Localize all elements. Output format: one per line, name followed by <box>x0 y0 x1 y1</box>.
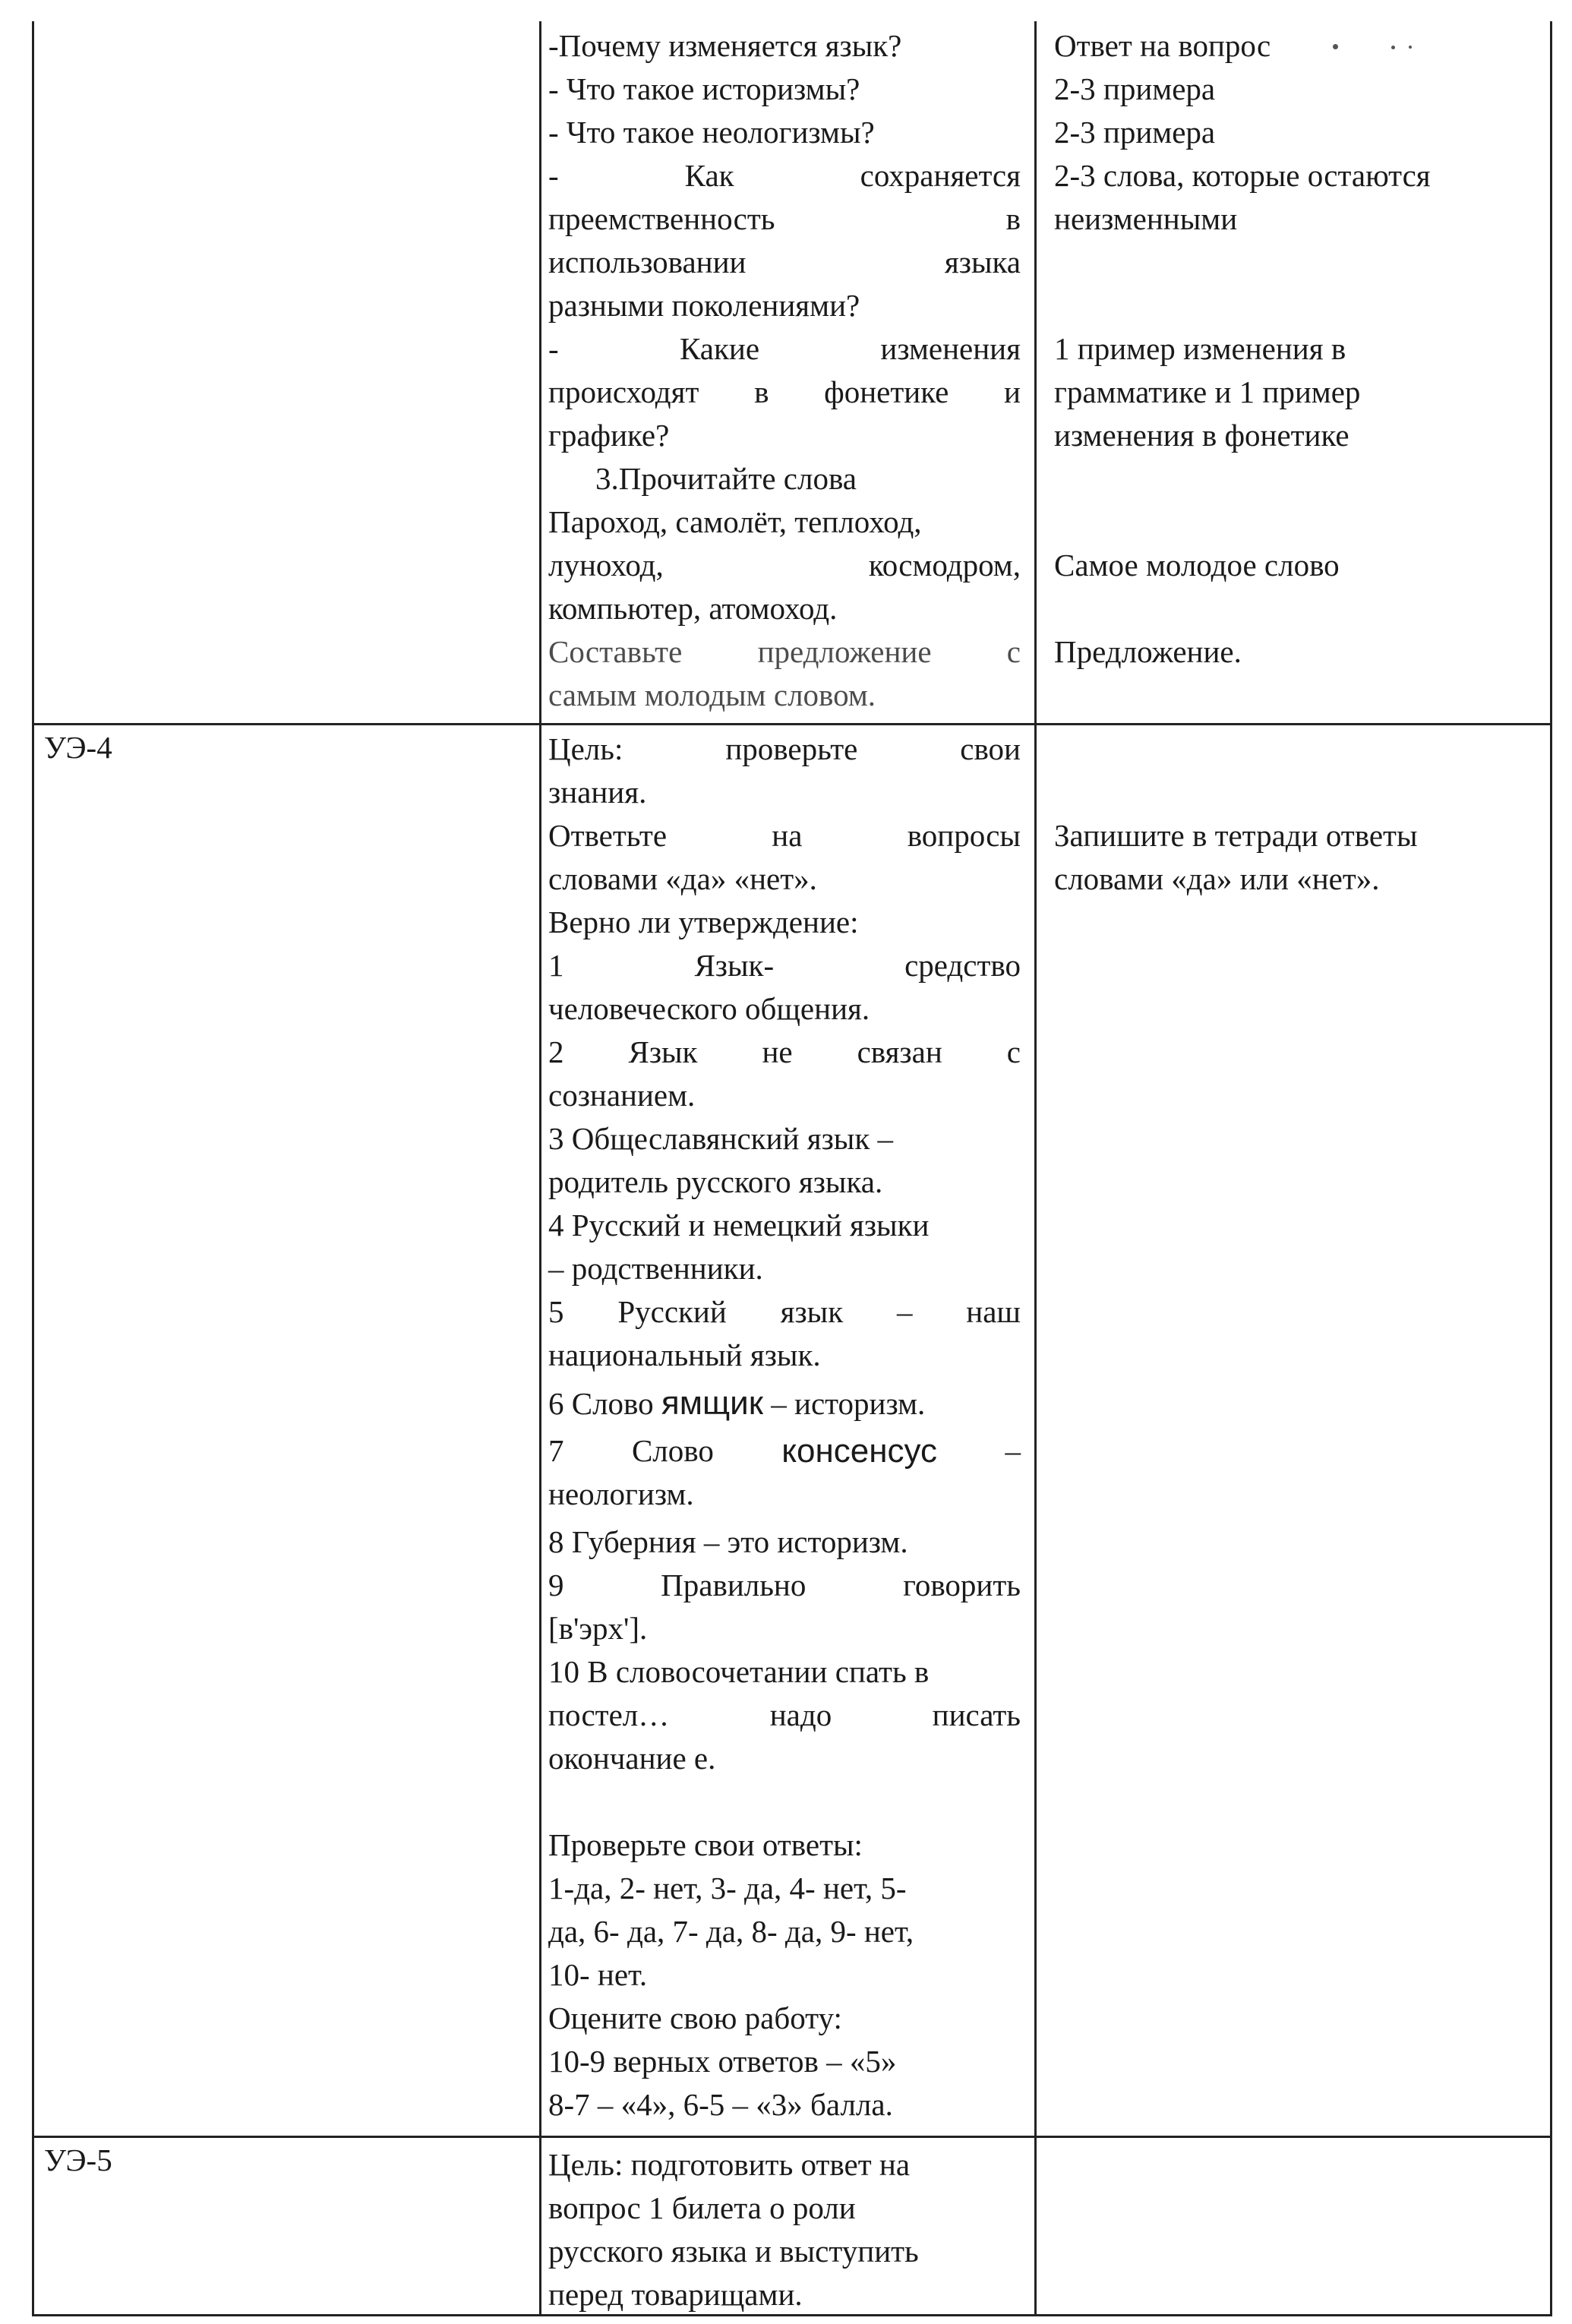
word: говорить <box>903 1568 1021 1602</box>
word: сохраняется <box>860 158 1021 193</box>
word: Как <box>684 158 734 193</box>
word: надо <box>769 1697 832 1732</box>
row1-task-cell <box>548 24 1021 717</box>
check-answers-heading: Проверьте свои ответы: <box>548 1827 863 1862</box>
row3-goal-line-4: перед товарищами. <box>548 2277 803 2312</box>
answer-sentence: Предложение. <box>1054 634 1242 669</box>
word: язык <box>780 1294 844 1329</box>
word: использовании <box>548 245 747 279</box>
word: – <box>896 1294 913 1329</box>
table-border-right <box>1550 21 1552 2316</box>
row2-instruction-cell <box>1054 814 1540 901</box>
word: Какие <box>680 331 760 366</box>
task-3-heading: 3.Прочитайте слова <box>595 461 857 496</box>
word: Русский <box>617 1294 727 1329</box>
word: не <box>762 1034 793 1069</box>
statement-9-line-1 <box>548 1564 1021 1607</box>
question-historicisms: - Что такое историзмы? <box>548 71 860 106</box>
table-row-divider-1 <box>32 723 1552 725</box>
word: 2 <box>548 1034 564 1069</box>
statement-6-suffix: – историзм. <box>763 1386 926 1421</box>
statement-6-word: ямщик <box>661 1385 763 1422</box>
write-answers-line-1: Запишите в тетради ответы <box>1054 818 1418 853</box>
word: на <box>772 818 803 853</box>
statement-5-line-1 <box>548 1290 1021 1334</box>
statement-8: 8 Губерния – это историзм. <box>548 1524 908 1559</box>
statement-1-line-2: человеческого общения. <box>548 991 870 1026</box>
sentence-task-line-1 <box>548 630 1021 674</box>
word: наш <box>966 1294 1021 1329</box>
word: постел… <box>548 1697 670 1732</box>
write-answers-line-2: словами «да» или «нет». <box>1054 861 1380 896</box>
answer-examples-2: 2-3 примера <box>1054 115 1216 150</box>
statement-2-line-2: сознанием. <box>548 1078 696 1113</box>
row3-goal-line-2: вопрос 1 билета о роли <box>548 2190 856 2225</box>
true-statement-question: Верно ли утверждение: <box>548 905 859 939</box>
word-list-line-1: Пароход, самолёт, теплоход, <box>548 504 922 539</box>
word: с <box>1006 1034 1021 1069</box>
word: писать <box>932 1697 1021 1732</box>
grade-line-1: 10-9 верных ответов – «5» <box>548 2044 897 2079</box>
word: свои <box>960 731 1021 766</box>
word: луноход, <box>548 548 664 583</box>
word: Составьте <box>548 634 683 669</box>
word: проверьте <box>725 731 858 766</box>
question-changes-line-1 <box>548 327 1021 371</box>
statement-5-line-2: национальный язык. <box>548 1337 821 1372</box>
word: - <box>548 331 559 366</box>
answer-change-example-line-1: 1 пример изменения в <box>1054 331 1346 366</box>
statement-3-line-1: 3 Общеславянский язык – <box>548 1121 894 1156</box>
word-list-line-2 <box>548 544 1021 587</box>
word: в <box>1005 201 1021 236</box>
question-changes-line-2 <box>548 371 1021 414</box>
word: 9 <box>548 1568 564 1602</box>
question-continuity-line-3 <box>548 241 1021 284</box>
check-answers-line-3: 10- нет. <box>548 1957 648 1992</box>
word: связан <box>857 1034 942 1069</box>
word: и <box>1004 374 1021 409</box>
word: – <box>1005 1433 1021 1468</box>
word: вопросы <box>907 818 1021 853</box>
table-column-divider-1 <box>539 21 541 2316</box>
answer-change-example-line-3: изменения в фонетике <box>1054 418 1349 453</box>
answer-change-example-line-2: грамматике и 1 пример <box>1054 374 1361 409</box>
word: Язык- <box>694 948 775 983</box>
statement-4-line-1: 4 Русский и немецкий языки <box>548 1208 930 1243</box>
word: 7 <box>548 1433 564 1468</box>
word: изменения <box>880 331 1021 366</box>
word: с <box>1006 634 1021 669</box>
word: средство <box>904 948 1021 983</box>
statement-6-prefix: 6 Слово <box>548 1386 661 1421</box>
word-list-line-3: компьютер, атомоход. <box>548 591 838 626</box>
question-continuity-line-4: разными поколениями? <box>548 288 860 323</box>
question-neologisms: - Что такое неологизмы? <box>548 115 875 150</box>
statement-7-line-2: неологизм. <box>548 1476 694 1511</box>
table-border-left <box>32 21 34 2316</box>
sentence-task-line-2: самым молодым словом. <box>548 677 876 712</box>
scan-speck <box>1333 44 1338 49</box>
answer-to-question: Ответ на вопрос <box>1054 28 1271 63</box>
word: Ответьте <box>548 818 668 853</box>
statement-9-transcription: [в'эрх']. <box>548 1611 648 1646</box>
question-continuity-line-2 <box>548 197 1021 241</box>
word: предложение <box>757 634 932 669</box>
answer-examples-1: 2-3 примера <box>1054 71 1216 106</box>
word: языка <box>944 245 1021 279</box>
row2-label: УЭ-4 <box>44 730 112 765</box>
row3-goal-cell <box>548 2143 1021 2316</box>
statement-1-line-1 <box>548 944 1021 987</box>
check-answers-line-1: 1-да, 2- нет, 3- да, 4- нет, 5- <box>548 1871 907 1906</box>
question-why-language-changes: -Почему изменяется язык? <box>548 28 902 63</box>
word: - <box>548 158 559 193</box>
answer-unchanged-words-line-2: неизменными <box>1054 201 1238 236</box>
word: Язык <box>628 1034 698 1069</box>
table-column-divider-2 <box>1034 21 1037 2316</box>
scan-speck <box>1409 46 1412 49</box>
answer-unchanged-words-line-1: 2-3 слова, которые остаются <box>1054 158 1431 193</box>
statement-7-word: консенсус <box>781 1432 938 1470</box>
statement-2-line-1 <box>548 1031 1021 1074</box>
word: происходят <box>548 374 699 409</box>
word: 5 <box>548 1294 564 1329</box>
statement-6 <box>548 1381 1021 1425</box>
statement-3-line-2: родитель русского языка. <box>548 1164 883 1199</box>
word: Цель: <box>548 731 623 766</box>
word: 1 <box>548 948 564 983</box>
row2-quiz-cell <box>548 728 1021 2127</box>
word: преемственность <box>548 201 775 236</box>
row1-expected-answer-cell <box>1054 24 1540 674</box>
table-row-divider-2 <box>32 2136 1552 2138</box>
goal-line-1 <box>548 728 1021 771</box>
row3-goal-line-3: русского языка и выступить <box>548 2234 919 2269</box>
word: фонетике <box>824 374 949 409</box>
row3-goal-line-1: Цель: подготовить ответ на <box>548 2147 911 2182</box>
grade-heading: Оцените свою работу: <box>548 2000 842 2035</box>
scan-speck <box>1391 46 1395 49</box>
question-continuity-line-1 <box>548 154 1021 197</box>
answer-youngest-word: Самое молодое слово <box>1054 548 1340 583</box>
word: космодром, <box>868 548 1021 583</box>
row3-label: УЭ-5 <box>44 2142 112 2177</box>
word: Слово <box>631 1433 714 1468</box>
statement-10-line-3: окончание е. <box>548 1741 716 1776</box>
statement-10-line-2 <box>548 1694 1021 1737</box>
statement-7-line-1 <box>548 1429 1021 1473</box>
statement-10-line-1: 10 В словосочетании спать в <box>548 1654 930 1689</box>
goal-line-2: знания. <box>548 775 647 810</box>
check-answers-line-2: да, 6- да, 7- да, 8- да, 9- нет, <box>548 1914 914 1949</box>
grade-line-2: 8-7 – «4», 6-5 – «3» балла. <box>548 2087 893 2122</box>
instruction-line-2: словами «да» «нет». <box>548 861 817 896</box>
word: в <box>754 374 769 409</box>
statement-4-line-2: – родственники. <box>548 1251 763 1286</box>
word: Правильно <box>661 1568 807 1602</box>
instruction-line-1 <box>548 814 1021 857</box>
question-changes-line-3: графике? <box>548 418 670 453</box>
